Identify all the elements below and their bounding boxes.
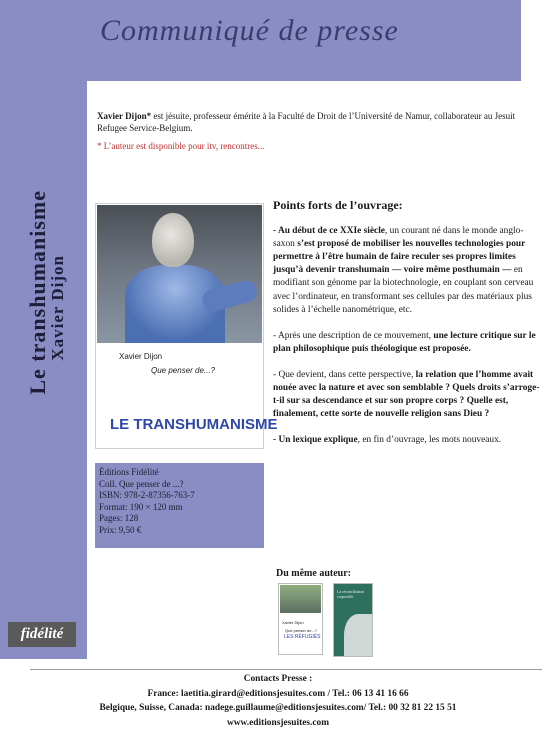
key-point-1-emphasis: s’est proposé de mobiliser les nouvelles technologies pour permettre à l’être humain de faire reculer ses propres limites jusqu’à devenir transhumain — voire même posthumain — — [273, 239, 526, 276]
contact-france: France: laetitia.girard@editionsjesuites.com / Tel.: 06 13 41 16 66 — [147, 688, 409, 699]
book-info-box — [95, 463, 264, 548]
other-book-refugies — [278, 583, 323, 655]
key-point-1-lead: - Au début de ce XXIe siècle — [273, 226, 385, 237]
key-point-4-lead: - Un lexique explique — [273, 435, 358, 446]
publisher-logo: fidélité — [8, 622, 76, 647]
key-point-2-emphasis: une lecture critique sur le plan philosophique puis théologique est proposée. — [273, 330, 536, 354]
vertical-book-title — [25, 190, 50, 470]
author-bio — [97, 110, 542, 134]
cover-title: LE TRANSHUMANISME — [110, 416, 278, 433]
key-point-3-emphasis: la relation que l’homme avait nouée avec la nature et avec son semblable ? Quels droits s’arroge-t-il sur sa descendance et sur son propre corps ? Quelle est, finalement, cette sorte de nouvelle religion sans Dieu ? — [273, 369, 540, 420]
more-by-author-label: Du même auteur: — [276, 568, 351, 579]
vertical-author-name — [48, 255, 66, 395]
other-book-reconciliation-figure — [344, 614, 372, 656]
key-point-1 — [273, 225, 543, 317]
contacts-heading: Contacts Presse : — [243, 674, 313, 684]
key-points — [273, 199, 543, 460]
author-bio-text: est jésuite, professeur émérite à la Faculté de Droit de l’Université de Namur, collaborateur au Jesuit Refugee Service-Belgium. — [97, 111, 516, 133]
info-format: Format: 190 × 120 mm — [99, 501, 183, 512]
book-cover — [95, 203, 278, 449]
key-point-4 — [273, 434, 543, 447]
other-book-refugies-author: Xavier Dijon — [282, 620, 304, 625]
key-point-3-text: - Que devient, dans cette perspective, — [273, 369, 416, 380]
press-contacts — [0, 672, 556, 730]
contact-belgium: Belgique, Suisse, Canada: nadege.guillaume@editionsjesuites.com/ Tel.: 00 32 81 22 15 51 — [99, 703, 457, 713]
vertical-author-name-text: Xavier Dijon — [48, 255, 67, 361]
other-book-refugies-title: LES RÉFUGIÉS — [284, 634, 321, 640]
key-point-1-text-b: en modifiant son génome par la biotechnologie, en couplant son cerveau avec l’ordinateur, en transformant ses cellules par des matériaux plus solides à l’échelle nanométrique, etc. — [273, 265, 534, 315]
key-points-heading: Points forts de l’ouvrage: — [273, 198, 403, 212]
availability-note: * L’auteur est disponible pour itv, rencontres... — [97, 141, 265, 151]
author-bio-name: Xavier Dijon* — [97, 111, 152, 121]
key-point-2 — [273, 330, 543, 356]
key-point-4-text: , en fin d’ouvrage, les mots nouveaux. — [357, 435, 502, 446]
publisher-website: www.editionsjesuites.com — [226, 717, 330, 728]
key-point-3 — [273, 369, 543, 421]
other-book-reconciliation — [333, 583, 373, 657]
cover-series: Que penser de...? — [151, 366, 216, 375]
info-collection: Coll. Que penser de ...? — [99, 478, 184, 489]
other-book-refugies-photo — [280, 585, 321, 613]
info-isbn: ISBN: 978-2-87356-763-7 — [99, 490, 195, 500]
vertical-book-title-text: Le transhumanisme — [25, 190, 50, 395]
info-pages: Pages: 128 — [99, 513, 139, 523]
other-book-refugies-series: Que penser de...? — [285, 628, 318, 633]
contacts-divider — [30, 669, 542, 670]
info-publisher: Éditions Fidélité — [99, 467, 159, 477]
cover-photo — [97, 205, 262, 343]
cover-figure-head — [152, 213, 194, 267]
page-title: Communiqué de presse — [100, 14, 399, 47]
other-book-reconciliation-title: La réconciliation corporelle — [337, 589, 365, 599]
key-point-1-text-a: , un courant né dans le monde anglo-saxon — [273, 226, 524, 250]
info-price: Prix: 9,50 € — [99, 524, 142, 535]
cover-author: Xavier Dijon — [119, 352, 163, 361]
key-point-2-text: - Après une description de ce mouvement, — [273, 330, 434, 341]
